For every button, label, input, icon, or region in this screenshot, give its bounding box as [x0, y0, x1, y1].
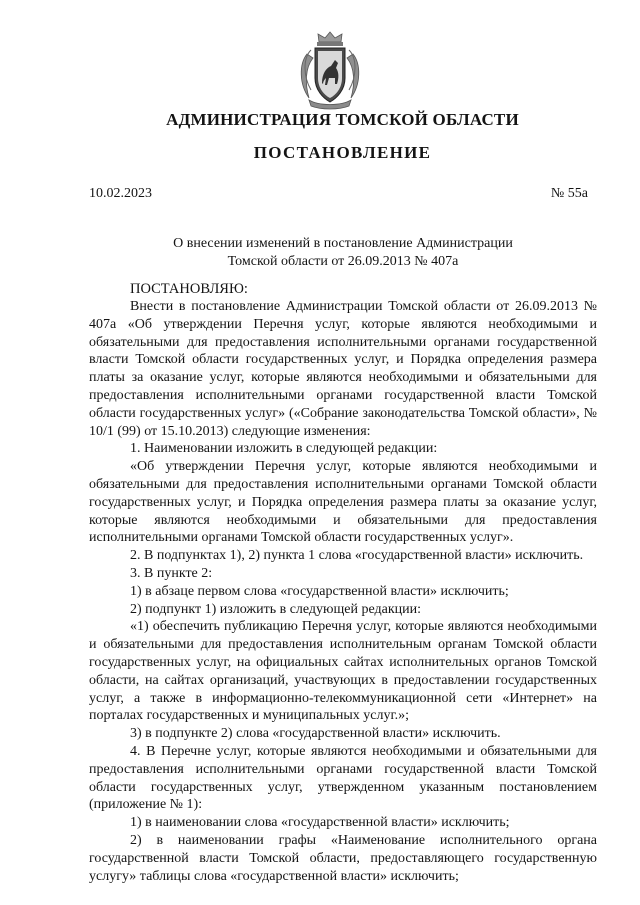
- body-paragraph: 3) в подпункте 2) слова «государственной власти» исключить.: [130, 726, 501, 742]
- organization-title: АДМИНИСТРАЦИЯ ТОМСКОЙ ОБЛАСТИ: [166, 110, 519, 129]
- body-paragraph: 3. В пункте 2:: [130, 565, 213, 581]
- document-body: [89, 298, 597, 885]
- tomsk-region-coat-of-arms-icon: [295, 28, 365, 112]
- body-paragraph: Внести в постановление Администрации Томской области от 26.09.2013 № 407а «Об утверждении Перечня услуг, которые являются необходимыми и обязательными для предоставления исполнительными органами государственной власти Томской области государственных услуг, и Порядка определения размера платы за оказание услуг, которые являются необходимыми и обязательными для предоставления исполнительными органами государственной власти Томской области государственных услуг» («Собрание законодательства Томской области», № 10/1 (99) от 15.10.2013) следующие изменения:: [89, 299, 597, 439]
- document-type-title: ПОСТАНОВЛЕНИЕ: [253, 143, 432, 162]
- body-paragraph: 4. В Перечне услуг, которые являются необходимыми и обязательными для предоставления исполнительными органами государственной власти Томской области государственных услуг, утвержденном указанным постановлением (приложение № 1):: [89, 743, 597, 813]
- body-paragraph: 1) в наименовании слова «государственной власти» исключить;: [130, 815, 510, 831]
- subject-line: Томской области от 26.09.2013 № 407а: [227, 254, 459, 269]
- decree-word: ПОСТАНОВЛЯЮ:: [130, 281, 248, 297]
- body-paragraph: 1) в абзаце первом слова «государственной власти» исключить;: [130, 583, 509, 599]
- body-paragraph: 2) в наименовании графы «Наименование исполнительного органа государственной власти Томской области, предоставляющего государственную услугу» таблицы слова «государственной власти» исключить;: [89, 832, 597, 884]
- body-paragraph: «Об утверждении Перечня услуг, которые являются необходимыми и обязательными для предоставления исполнительными органами Томской области государственных услуг, и Порядка определения размера платы за оказание услуг, которые являются необходимыми и обязательными для предоставления исполнительными органами Томской области государственных услуг».: [89, 459, 597, 546]
- body-paragraph: «1) обеспечить публикацию Перечня услуг, которые являются необходимыми и обязательными для предоставления исполнительным органам Томской области государственных услуг, на официальных сайтах исполнительных органов Томской области, на сайтах организаций, участвующих в предоставлении государственных услуг, а также в информационно-телекоммуникационной сети «Интернет» на порталах государственных и муниципальных услуг.»;: [89, 619, 597, 724]
- subject-line: О внесении изменений в постановление Администрации: [173, 236, 513, 251]
- document-date: 10.02.2023: [89, 186, 152, 201]
- document-subject: [89, 235, 597, 271]
- body-paragraph: 2) подпункт 1) изложить в следующей редакции:: [130, 601, 422, 617]
- body-paragraph: 1. Наименовании изложить в следующей редакции:: [130, 441, 438, 457]
- body-paragraph: 2. В подпунктах 1), 2) пункта 1 слова «государственной власти» исключить.: [130, 548, 584, 564]
- document-number: № 55а: [550, 186, 588, 201]
- coat-of-arms-graphic: [295, 28, 365, 112]
